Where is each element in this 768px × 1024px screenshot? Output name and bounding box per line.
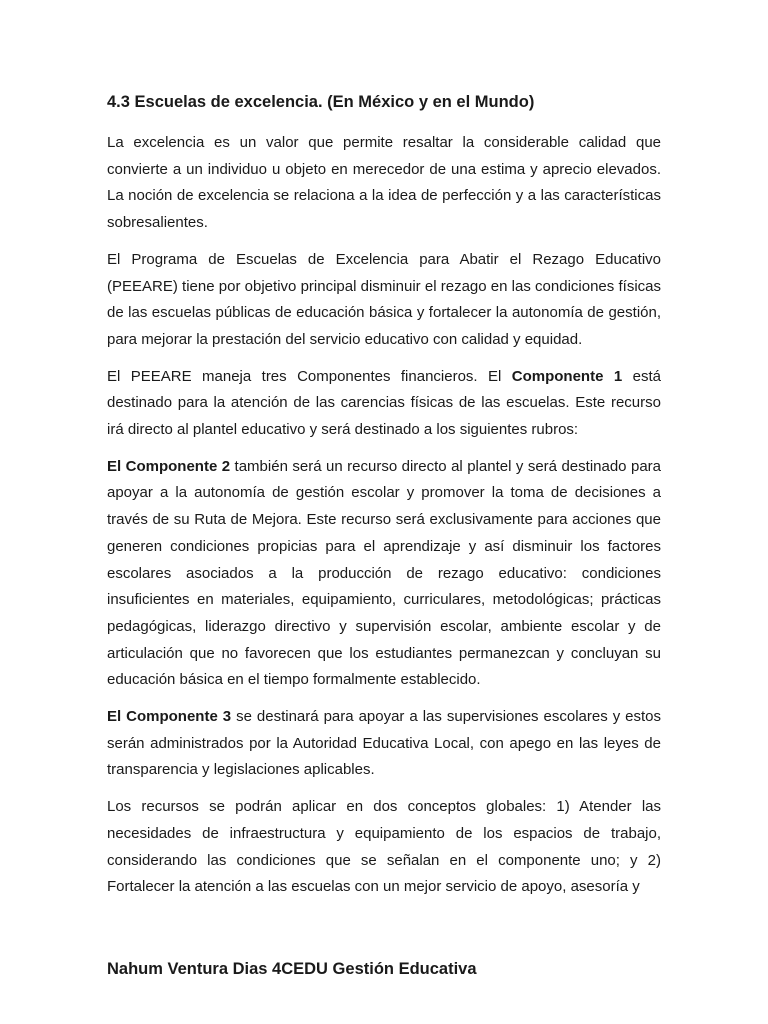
paragraph-peeare-programa — [107, 247, 661, 354]
paragraph-componente-2 — [107, 454, 661, 694]
page-footer: Nahum Ventura Dias 4CEDU Gestión Educativa — [107, 960, 477, 978]
paragraph-excelencia — [107, 130, 661, 237]
paragraph-text: El Programa de Escuelas de Excelencia para Abatir el Rezago Educativo (PEEARE) tiene por objetivo principal disminuir el rezago en las condiciones físicas de las escuelas públicas de educación básica y fortalecer la autonomía de gestión, para mejorar la prestación del servicio educativo con calidad y equidad. — [107, 250, 661, 348]
componente-2-term: El Componente 2 — [107, 457, 231, 475]
paragraph-componente-3 — [107, 704, 661, 784]
paragraph-text: también será un recurso directo al plantel y será destinado para apoyar a la autonomía de gestión escolar y promover la toma de decisiones a través de su Ruta de Mejora. Este recurso será exclusivamente para acciones que generen condiciones propicias para el aprendizaje y así disminuir los factores escolares asociados a la producción de rezago educativo: condiciones insuficientes en materiales, equipamiento, curriculares, metodológicas; prácticas pedagógicas, liderazgo directivo y supervisión escolar, ambiente escolar y de articulación que no favorecen que los estudiantes permanezcan y concluyan su educación básica en el tiempo formalmente establecido. — [107, 457, 661, 689]
paragraph-recursos — [107, 794, 661, 901]
componente-3-term: El Componente 3 — [107, 708, 232, 726]
paragraph-text: está destinado para la atención de las carencias físicas de las escuelas. Este recurso irá directo al plantel educativo y será destinado a los siguientes rubros: — [107, 367, 661, 439]
paragraph-text: El PEEARE maneja tres Componentes financieros. El — [107, 367, 512, 385]
document-page — [107, 90, 661, 911]
componente-1-term: Componente 1 — [511, 367, 623, 385]
paragraph-componente-1 — [107, 364, 661, 444]
paragraph-text: Los recursos se podrán aplicar en dos conceptos globales: 1) Atender las necesidades de infraestructura y equipamiento de los espacios de trabajo, considerando las condiciones que se señalan en el componente uno; y 2) Fortalecer la atención a las escuelas con un mejor servicio de apoyo, asesoría y — [107, 798, 661, 896]
paragraph-text: se destinará para apoyar a las supervisiones escolares y estos serán administrados por la Autoridad Educativa Local, con apego en las leyes de transparencia y legislaciones aplicables. — [107, 708, 662, 779]
section-heading: 4.3 Escuelas de excelencia. (En México y en el Mundo) — [107, 93, 535, 111]
paragraph-text: La excelencia es un valor que permite resaltar la considerable calidad que convierte a un individuo u objeto en merecedor de una estima y aprecio elevados. La noción de excelencia se relaciona a la idea de perfección y a las características sobresalientes. — [107, 134, 661, 232]
